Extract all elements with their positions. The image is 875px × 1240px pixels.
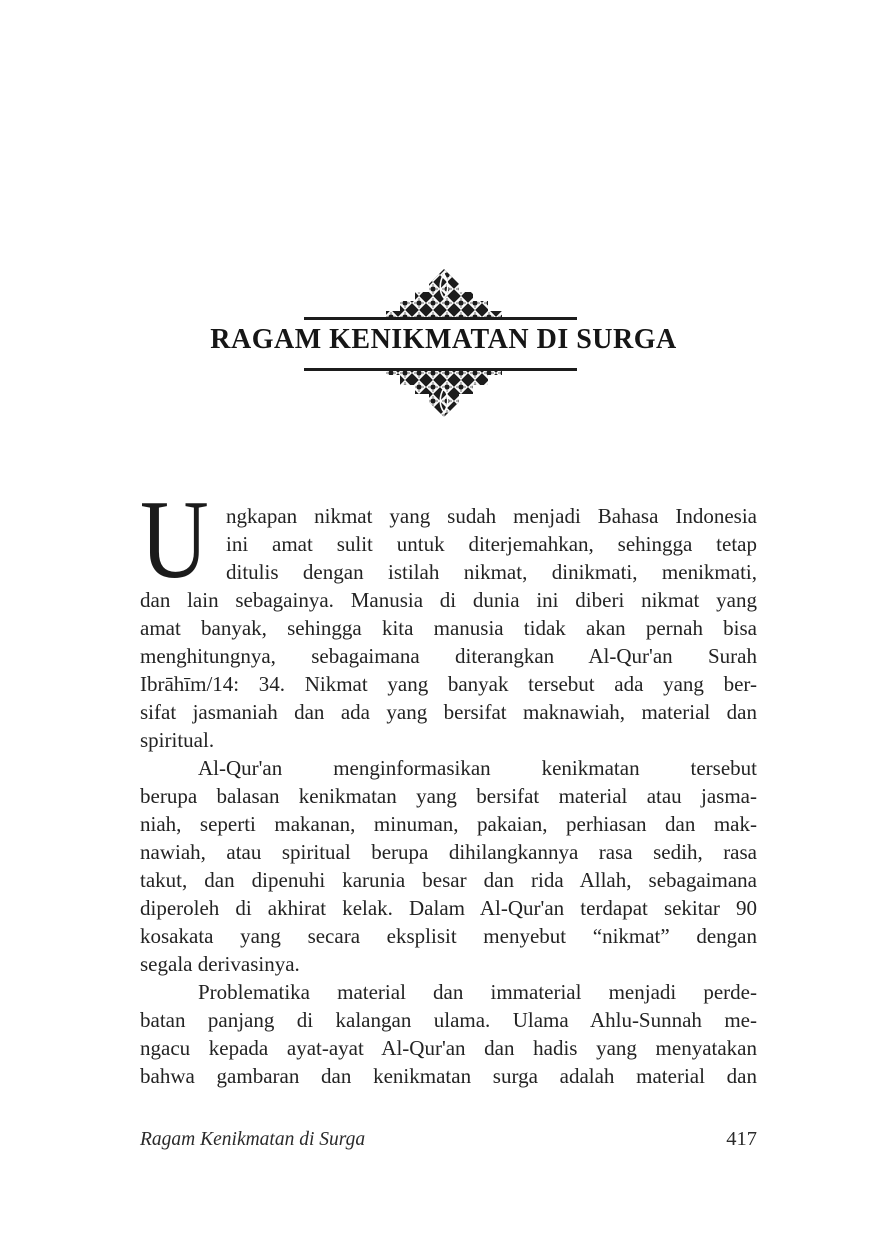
text-line: sifat jasmaniah dan ada yang bersifat maknawiah, material dan	[140, 700, 757, 724]
text-line: dan lain sebagainya. Manusia di dunia ini diberi nikmat yang	[140, 588, 757, 612]
text-line: ini amat sulit untuk diterjemahkan, sehingga tetap	[226, 532, 757, 556]
body-text	[140, 478, 757, 1090]
text-line: amat banyak, sehingga kita manusia tidak akan pernah bisa	[140, 616, 757, 640]
text-line: niah, seperti makanan, minuman, pakaian, perhiasan dan mak-	[140, 812, 757, 836]
text-line: Al-Qur'an menginformasikan kenikmatan tersebut	[198, 756, 757, 780]
paragraph	[140, 978, 757, 1090]
text-line: diperoleh di akhirat kelak. Dalam Al-Qur'an terdapat sekitar 90	[140, 896, 757, 920]
running-title: Ragam Kenikmatan di Surga	[140, 1129, 366, 1150]
paragraph	[140, 478, 757, 754]
text-line: kosakata yang secara eksplisit menyebut “nikmat” dengan	[140, 924, 757, 948]
text-line: batan panjang di kalangan ulama. Ulama Ahlu-Sunnah me-	[140, 1008, 757, 1032]
text-line: takut, dan dipenuhi karunia besar dan rida Allah, sebagaimana	[140, 868, 757, 892]
text-line: nawiah, atau spiritual berupa dihilangkannya rasa sedih, rasa	[140, 840, 757, 864]
text-line: Problematika material dan immaterial menjadi perde-	[198, 980, 757, 1004]
text-line: ngacu kepada ayat-ayat Al-Qur'an dan hadis yang menyatakan	[140, 1036, 757, 1060]
text-line: menghitungnya, sebagaimana diterangkan Al-Qur'an Surah	[140, 644, 757, 668]
page-footer	[140, 1128, 757, 1151]
text-line: Ibrāhīm/14: 34. Nikmat yang banyak tersebut ada yang ber-	[140, 672, 757, 696]
text-line: ditulis dengan istilah nikmat, dinikmati, menikmati,	[226, 560, 757, 584]
text-line: segala derivasinya.	[140, 952, 300, 976]
drop-cap: U	[140, 478, 209, 602]
text-line: ngkapan nikmat yang sudah menjadi Bahasa Indonesia	[226, 504, 757, 528]
text-line: bahwa gambaran dan kenikmatan surga adalah material dan	[140, 1064, 757, 1088]
text-line: spiritual.	[140, 728, 215, 752]
paragraph	[140, 754, 757, 978]
text-line: berupa balasan kenikmatan yang bersifat material atau jasma-	[140, 784, 757, 808]
chapter-title: RAGAM KENIKMATAN DI SURGA	[210, 324, 677, 355]
page-number: 417	[726, 1128, 757, 1150]
